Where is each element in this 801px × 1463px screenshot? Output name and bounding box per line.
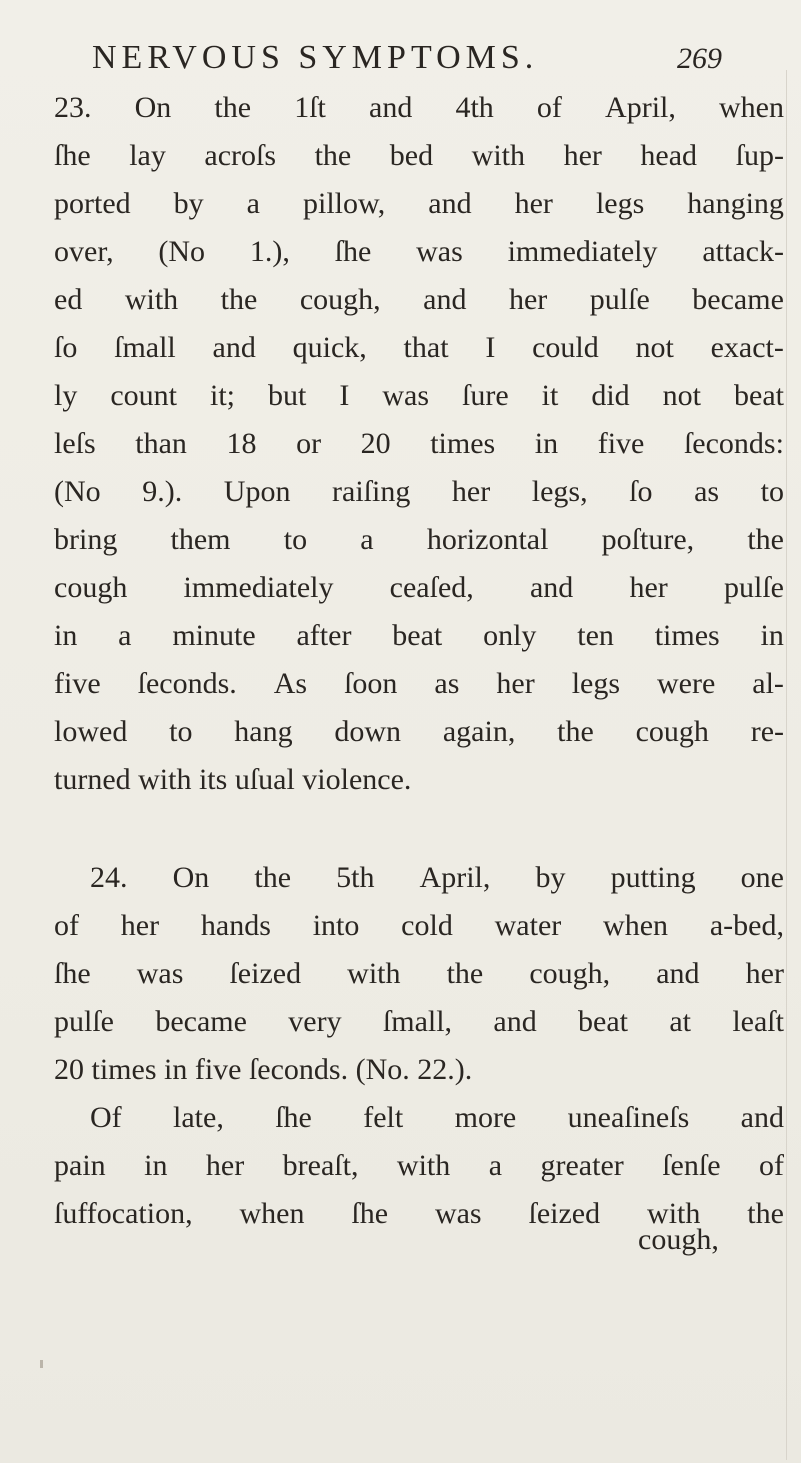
text-line (54, 902, 784, 950)
word: 9.). (142, 475, 183, 508)
word: her (120, 909, 160, 942)
running-head: NERVOUS SYMPTOMS. (92, 39, 539, 76)
word: by (535, 861, 566, 894)
word: minute (172, 619, 256, 652)
catchword: cough, (638, 1223, 719, 1256)
word: I (339, 379, 350, 412)
word: ſhe (54, 957, 91, 990)
word: beat (734, 379, 784, 412)
word: ſhe (275, 1101, 312, 1134)
word: when (719, 91, 784, 124)
word: bring (54, 523, 118, 556)
word: the (446, 957, 484, 990)
word: times (654, 619, 720, 652)
word: ſeized (229, 957, 302, 990)
word: did (591, 379, 630, 412)
word: her (496, 667, 535, 700)
text-line (54, 998, 784, 1046)
word: more (454, 1101, 517, 1134)
text-line (54, 324, 784, 372)
word: ported (54, 187, 131, 220)
word: a-bed, (709, 909, 784, 942)
word: than (135, 427, 187, 460)
word: her (514, 187, 553, 220)
word: legs (571, 667, 621, 700)
word: April, (605, 91, 676, 124)
word: 23. (54, 91, 92, 124)
word: pulſe (589, 283, 650, 316)
word: pulſe (54, 1005, 114, 1038)
word: with (124, 283, 179, 316)
word: and (656, 957, 700, 990)
word: with (471, 139, 526, 172)
word: breaſt, (282, 1149, 359, 1182)
word: and (423, 283, 467, 316)
word: and (212, 331, 256, 364)
word: re- (750, 715, 784, 748)
word: ſure (462, 379, 509, 412)
word: to (760, 475, 784, 508)
word: the (254, 861, 292, 894)
text-line (54, 84, 784, 132)
word: and (428, 187, 472, 220)
word: count (110, 379, 177, 412)
text-line: 20 times in five ſeconds. (No. 22.). (54, 1053, 473, 1086)
word: was (136, 957, 184, 990)
word: water (494, 909, 562, 942)
word: (No (158, 235, 206, 268)
word: of (758, 1149, 784, 1182)
word: was (416, 235, 463, 268)
word: as (434, 667, 460, 700)
word: putting (610, 861, 696, 894)
body-text (54, 84, 784, 1238)
word: lowed (54, 715, 128, 748)
word: her (629, 571, 668, 604)
word: in (534, 427, 559, 460)
word: and (529, 571, 574, 604)
text-line: turned with its uſual violence. (54, 763, 412, 796)
word: greater (540, 1149, 624, 1182)
word: 20 (360, 427, 391, 460)
word: ſeconds: (683, 427, 784, 460)
word: into (312, 909, 360, 942)
word: very (288, 1005, 342, 1038)
word: (No (54, 475, 101, 508)
word: 24. (90, 861, 128, 894)
word: As (273, 667, 308, 700)
word: ſhe (351, 1197, 389, 1230)
word: with (347, 957, 401, 990)
word: again, (442, 715, 516, 748)
word: not (635, 331, 674, 364)
word: lay (129, 139, 166, 172)
word: to (169, 715, 193, 748)
word: by (173, 187, 204, 220)
word: one (740, 861, 784, 894)
word: ſmall (114, 331, 176, 364)
word: a (246, 187, 260, 220)
word: a (360, 523, 374, 556)
word: acroſs (204, 139, 277, 172)
word: only (483, 619, 537, 652)
word: hang (234, 715, 293, 748)
word: ſuffocation, (54, 1197, 193, 1230)
word: pulſe (723, 571, 784, 604)
word: ten (577, 619, 614, 652)
word: them (170, 523, 231, 556)
text-line (54, 1094, 784, 1142)
word: legs (595, 187, 645, 220)
word: ed (54, 283, 83, 316)
word: as (694, 475, 720, 508)
word: it (541, 379, 559, 412)
word: at (669, 1005, 691, 1038)
word: 4th (455, 91, 494, 124)
word: immediately (507, 235, 658, 268)
word: her (745, 957, 784, 990)
word: became (692, 283, 784, 316)
word: bed (389, 139, 434, 172)
word: late, (173, 1101, 224, 1134)
word: the (214, 91, 252, 124)
word: hands (200, 909, 271, 942)
word: to (283, 523, 308, 556)
word: with (647, 1197, 701, 1230)
word: immediately (183, 571, 334, 604)
word: was (382, 379, 430, 412)
word: cough (54, 571, 128, 604)
word: times (430, 427, 496, 460)
word: I (485, 331, 496, 364)
word: ſup- (735, 139, 784, 172)
word: felt (363, 1101, 404, 1134)
word: beat (578, 1005, 629, 1038)
word: ſoon (344, 667, 398, 700)
word: was (434, 1197, 482, 1230)
word: not (662, 379, 702, 412)
word: her (205, 1149, 245, 1182)
word: over, (54, 235, 114, 268)
word: Of (90, 1101, 122, 1134)
word: the (747, 523, 784, 556)
paper-mark (40, 1360, 43, 1368)
word: of (54, 909, 79, 942)
word: On (172, 861, 210, 894)
word: beat (392, 619, 443, 652)
text-line (54, 950, 784, 998)
word: and (493, 1005, 537, 1038)
word: poſture, (601, 523, 695, 556)
text-line (54, 564, 784, 612)
word: cold (401, 909, 453, 942)
word: or (296, 427, 322, 460)
word: 18 (226, 427, 257, 460)
word: legs, (531, 475, 588, 508)
word: the (220, 283, 258, 316)
text-line (54, 1142, 784, 1190)
word: her (563, 139, 602, 172)
word: ſeconds. (137, 667, 237, 700)
word: a (118, 619, 132, 652)
word: a (488, 1149, 503, 1182)
word: five (597, 427, 645, 460)
text-line (54, 516, 784, 564)
word: could (532, 331, 599, 364)
word: cough, (529, 957, 611, 990)
word: in (760, 619, 784, 652)
word: pillow, (303, 187, 386, 220)
word: the (557, 715, 594, 748)
word: raiſing (332, 475, 411, 508)
word: in (54, 619, 78, 652)
word: leſs (54, 427, 96, 460)
text-line (54, 276, 784, 324)
word: and (369, 91, 413, 124)
word: al- (752, 667, 784, 700)
word: ſo (629, 475, 653, 508)
word: ſhe (54, 139, 91, 172)
text-line (54, 420, 784, 468)
word: cough, (299, 283, 381, 316)
page-edge-line (786, 70, 787, 1460)
text-line (54, 180, 784, 228)
word: exact- (710, 331, 784, 364)
text-line (54, 372, 784, 420)
word: it; (210, 379, 236, 412)
text-line (54, 468, 784, 516)
text-line (54, 612, 784, 660)
word: ceaſed, (389, 571, 474, 604)
word: when (239, 1197, 305, 1230)
word: ly (54, 379, 78, 412)
word: ſhe (334, 235, 372, 268)
word: five (54, 667, 101, 700)
word: in (144, 1149, 168, 1182)
word: the (314, 139, 352, 172)
word: cough (635, 715, 709, 748)
word: April, (419, 861, 491, 894)
word: quick, (292, 331, 367, 364)
word: and (740, 1101, 784, 1134)
text-line (54, 708, 784, 756)
text-line (54, 228, 784, 276)
word: leaſt (732, 1005, 784, 1038)
text-line (54, 854, 784, 902)
word: uneaſineſs (567, 1101, 690, 1134)
word: ſo (54, 331, 78, 364)
word: down (334, 715, 402, 748)
page-number: 269 (677, 42, 722, 75)
word: attack- (702, 235, 784, 268)
word: Upon (223, 475, 291, 508)
word: of (536, 91, 562, 124)
page-header (92, 36, 752, 80)
word: head (640, 139, 698, 172)
word: with (396, 1149, 451, 1182)
word: ſeized (528, 1197, 601, 1230)
word: ſmall, (382, 1005, 453, 1038)
text-line (54, 660, 784, 708)
word: hanging (687, 187, 784, 220)
word: became (155, 1005, 247, 1038)
word: 1ſt (294, 91, 326, 124)
word: that (403, 331, 449, 364)
word: her (451, 475, 491, 508)
paragraph-gap (54, 804, 784, 854)
word: ſenſe (662, 1149, 721, 1182)
word: 5th (336, 861, 375, 894)
word: her (508, 283, 548, 316)
word: were (657, 667, 716, 700)
word: horizontal (426, 523, 549, 556)
word: 1.), (249, 235, 290, 268)
word: after (296, 619, 352, 652)
word: but (268, 379, 307, 412)
word: On (134, 91, 172, 124)
text-line (54, 132, 784, 180)
word: pain (54, 1149, 106, 1182)
word: when (603, 909, 669, 942)
word: the (747, 1197, 784, 1230)
